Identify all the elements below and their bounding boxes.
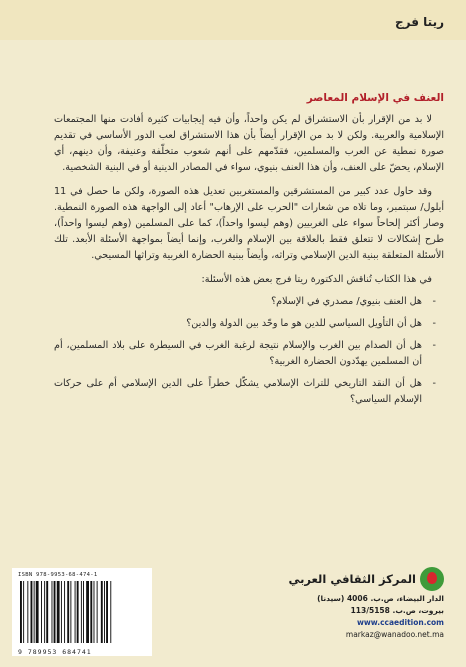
publisher-block xyxy=(274,567,444,639)
question-list xyxy=(54,294,444,408)
publisher-name: المركز الثقافي العربي xyxy=(288,572,416,586)
publisher-logo-icon xyxy=(420,567,444,591)
paragraph-2: وقد حاول عدد كبير من المستشرقين والمستغربين تعديل هذه الصورة، ولكن ما حصل في 11 أيلول/ سبتمبر، وما تلاه من شعارات "الحرب على الإرهاب" أعاد إلى الواجهة هذه الصورة النمطية. وصار أكثر إلحاحاً سواء على الغربيين (وهم ليسوا واحداً)، كما على المسلمين (وهم ليسوا واحداً)، طرح إشكالات لا تتعلق فقط بالعلاقة بين الإسلام والغرب، وإنما أيضاً بمواجهة الأسئلة الأبعد. تلك الأسئلة المتعلقة ببنية الدين الإسلامي وتراثه، وأيضاً ببنية الحضارة الغربية وتراثها المسيحي. xyxy=(54,186,444,261)
list-item xyxy=(54,338,444,370)
beirut-address: بيروت، ص.ب. 113/5158 xyxy=(350,606,444,615)
question-text: هل العنف بنيوي/ مصدري في الإسلام؟ xyxy=(271,296,422,307)
dash-marker: - xyxy=(432,378,436,389)
barcode-block xyxy=(12,568,152,656)
question-text: هل أن التأويل السياسي للدين هو ما وحّد بين الدولة والدين؟ xyxy=(186,318,422,329)
email-link[interactable]: markaz@wanadoo.net.ma xyxy=(345,630,444,639)
book-title: العنف في الإسلام المعاصر xyxy=(306,92,444,104)
question-text: هل أن الصدام بين الغرب والإسلام نتيجة لرغبة الغرب في السيطرة على بلاد المسلمين، أم أن المسلمين يهدّدون الحضارة الغربية؟ xyxy=(54,340,422,367)
dash-marker: - xyxy=(432,318,436,329)
question-text: هل أن النقد التاريخي للتراث الإسلامي يشكّل خطراً على الدين الإسلامي أم على حركات الإسلام السياسي؟ xyxy=(54,378,422,405)
dash-marker: - xyxy=(432,296,436,307)
email-line xyxy=(274,630,444,639)
dash-marker: - xyxy=(432,340,436,351)
author-name: ريتا فرج xyxy=(395,15,444,29)
website-link[interactable]: www.ccaedition.com xyxy=(356,618,444,627)
casablanca-address: الدار البيضاء، ص.ب. 4006 (سيدنا) xyxy=(317,594,444,603)
publisher-header xyxy=(274,567,444,591)
list-item xyxy=(54,294,444,310)
isbn-label: ISBN 978-9953-68-474-1 xyxy=(18,572,98,578)
list-item xyxy=(54,316,444,332)
blurb xyxy=(54,112,444,414)
website-line xyxy=(274,618,444,627)
list-item xyxy=(54,376,444,408)
paragraph-1: لا بد من الإقرار بأن الاستشراق لم يكن واحداً، وأن فيه إيجابيات كثيرة أفادت منها المجتمعات الإسلامية والعربية. ولكن لا بد من الإقرار أيضاً بأن هذا الاستشراق لعب الدور الأساسي في تقديم صورة نمطية عن العرب والمسلمين، فقدّمهم على أنهم شعوب متخلّفة وعنيفة، وأن دينهم، أي الإسلام، يحضّ على العنف، وأن هذا العنف بنيوي، سواء في المصادر الدينية أو في البنية الشخصية. xyxy=(54,114,444,173)
barcode-icon xyxy=(18,581,146,643)
barcode-number: 9 789953 684741 xyxy=(18,648,92,656)
paragraph-3: في هذا الكتاب تُناقش الدكتورة ريتا فرج بعض هذه الأسئلة: xyxy=(201,274,432,285)
